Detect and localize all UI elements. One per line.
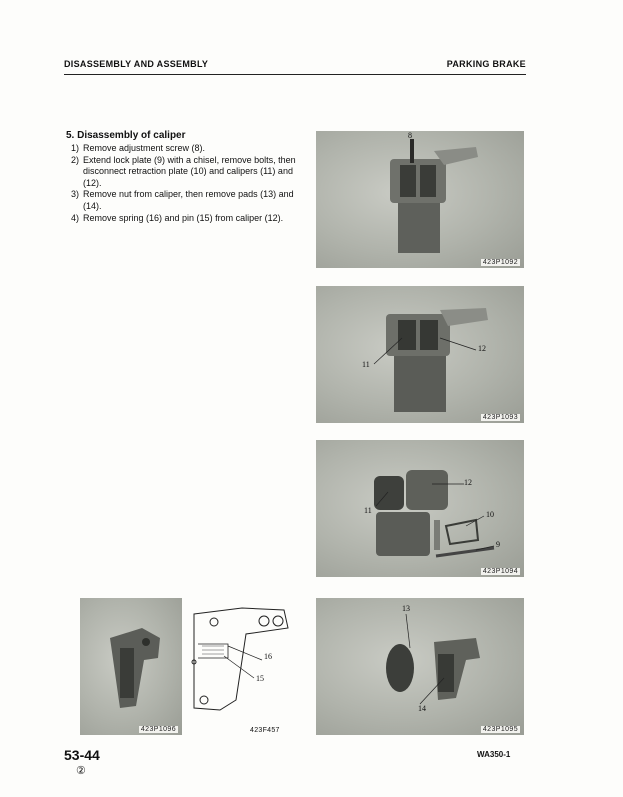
header-topic: PARKING BRAKE: [446, 59, 526, 69]
callout-11: 11: [364, 506, 372, 515]
photo-code: 423P1094: [482, 568, 518, 575]
header-section-title: DISASSEMBLY AND ASSEMBLY: [64, 59, 209, 69]
step-2: 2) Extend lock plate (9) with a chisel, remove bolts, then disconnect retraction plate (10) and calipers (11) and (12).: [70, 154, 296, 188]
callout-9: 9: [496, 540, 500, 549]
machine-model: WA350-1: [477, 750, 511, 759]
callout-10: 10: [486, 510, 494, 519]
photo-code: 423P1092: [482, 259, 518, 266]
figure-code: 423F457: [250, 727, 280, 734]
callout-12: 12: [464, 478, 472, 487]
photo-disconnect-calipers: [316, 286, 524, 423]
figure-callout-16: 16: [264, 652, 272, 661]
callout-8: 8: [408, 131, 412, 140]
procedure-steps: [66, 143, 296, 224]
page-number: 53-44: [64, 747, 100, 763]
header-divider: [64, 74, 526, 75]
photo-separated-parts: [316, 440, 524, 577]
photo-remove-adjustment-screw: [316, 131, 524, 268]
callout-12: 12: [478, 344, 486, 353]
callout-14: 14: [418, 704, 426, 713]
caliper-line-drawing: [184, 600, 294, 726]
photo-code: 423P1093: [482, 414, 518, 421]
photo-remove-pads: [316, 598, 524, 735]
photo-caliper-spring-pin: [80, 598, 182, 735]
revision-mark: ②: [76, 765, 86, 777]
photo-code: 423P1096: [140, 726, 176, 733]
callout-13: 13: [402, 604, 410, 613]
section-title: 5. Disassembly of caliper: [66, 130, 186, 141]
callout-11: 11: [362, 360, 370, 369]
step-3: 3) Remove nut from caliper, then remove pads (13) and (14).: [70, 189, 294, 211]
figure-callout-15: 15: [256, 674, 264, 683]
photo-code: 423P1095: [482, 726, 518, 733]
step-1: 1) Remove adjustment screw (8).: [70, 143, 206, 153]
step-4: 4) Remove spring (16) and pin (15) from caliper (12).: [70, 212, 284, 223]
